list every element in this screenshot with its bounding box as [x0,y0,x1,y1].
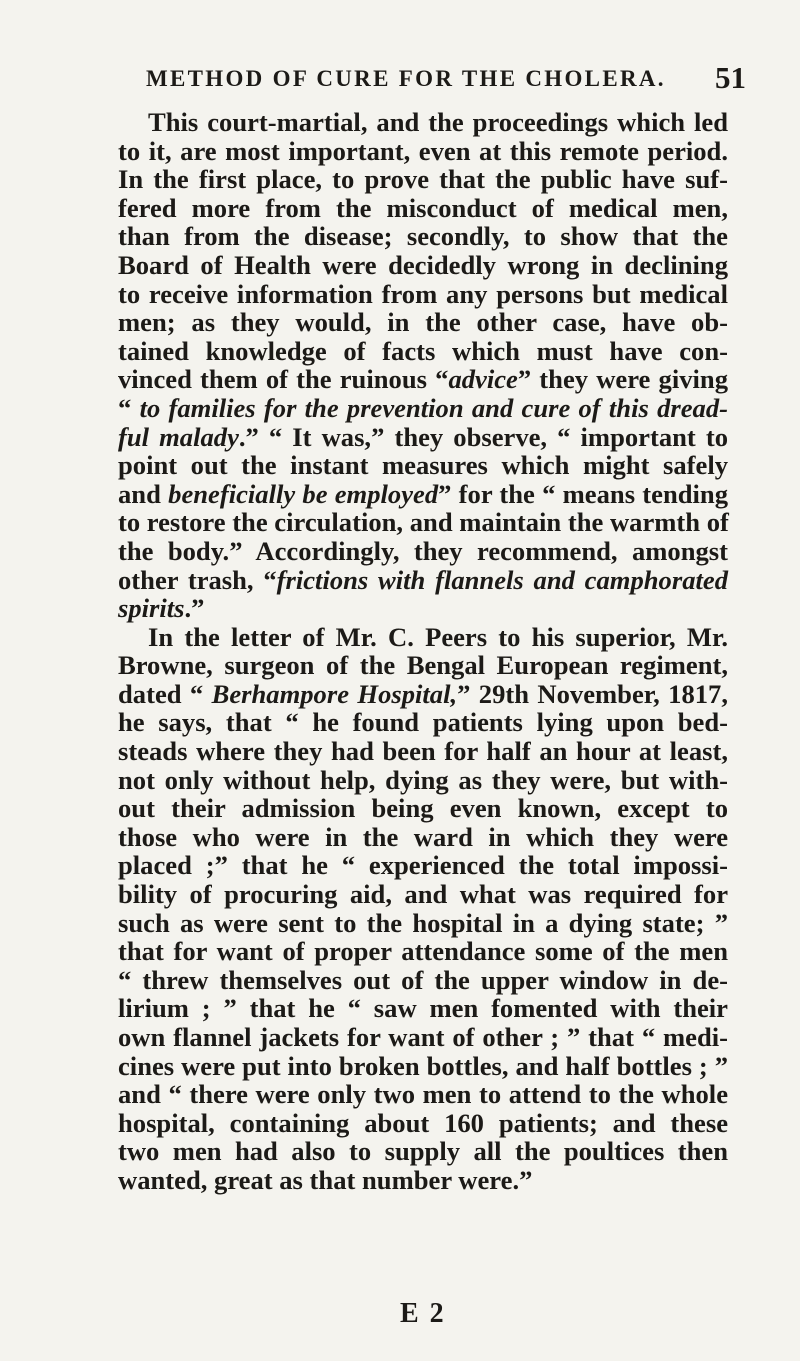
text-line [118,566,728,595]
text-line [118,423,728,452]
text-run: ” 29th November, 1817, [457,678,728,709]
text-line: the body.” Accordingly, they recommend, amongst [118,535,728,566]
text-run: dated “ [118,678,212,709]
running-title: METHOD OF CURE FOR THE CHOLERA. [146,66,666,91]
text-line: not only without help, dying as they were, but with- [118,764,728,795]
italic-run: Berhampore Hospital, [211,678,458,709]
text-line: two men had also to supply all the poultices then [118,1136,728,1167]
text-line: those who were in the ward in which they were [118,821,728,852]
text-line: tained knowledge of facts which must have con- [118,335,728,366]
page-number: 51 [715,60,746,95]
text-line: than from the disease; secondly, to show that the [118,221,728,252]
italic-run: to families for the prevention and cure of this dread- [139,392,728,423]
text-line: point out the instant measures which might safely [118,450,728,481]
text-run: .” “ It was,” they observe, “ important to [238,421,728,452]
text-line: he says, that “ he found patients lying upon bed- [118,707,728,738]
text-line: placed ;” that he “ experienced the total impossi- [118,850,728,881]
text-line: fered more from the misconduct of medical men, [118,192,728,223]
text-line: lirium ; ” that he “ saw men fomented with their [118,993,728,1024]
body-text [118,108,728,1195]
text-line: steads where they had been for half an hour at least, [118,736,728,767]
running-head [146,58,746,98]
text-line [118,480,728,509]
italic-run: frictions with flannels and camphorated [276,564,728,595]
text-run: ” for the “ means tending [438,478,729,509]
text-run: other trash, “ [118,564,277,595]
text-line: to it, are most important, even at this remote period. [118,135,728,166]
text-line: hospital, containing about 160 patients; and these [118,1107,728,1138]
signature-mark: E 2 [400,1298,446,1329]
text-line: bility of procuring aid, and what was required for [118,879,728,910]
text-line [118,594,728,623]
text-line: such as were sent to the hospital in a dying state; ” [118,907,728,938]
text-line [118,365,728,394]
text-line: to receive information from any persons but medical [118,278,728,309]
text-line: In the letter of Mr. C. Peers to his superior, Mr. [148,621,728,652]
italic-run: ful malady [118,421,239,452]
text-line: that for want of proper attendance some of the men [118,936,728,967]
text-line: Board of Health were decidedly wrong in declining [118,249,728,280]
paragraph-1 [118,108,728,623]
text-line: cines were put into broken bottles, and half bottles ; ” [118,1050,728,1081]
text-line: This court-martial, and the proceedings which led [148,107,728,137]
text-line: wanted, great as that number were.” [118,1164,533,1195]
text-line: own flannel jackets for want of other ; ” that “ medi- [118,1022,728,1052]
text-run: and [118,478,169,509]
text-line [118,394,728,423]
italic-run: advice [448,364,518,395]
italic-run: spirits [118,593,185,624]
text-run: “ [118,392,140,423]
text-line: Browne, surgeon of the Bengal European regiment, [118,650,728,681]
text-line: to restore the circulation, and maintain the warmth of [118,507,729,538]
text-run: .” [184,593,205,624]
text-line: “ threw themselves out of the upper window in de- [118,964,728,995]
text-line: out their admission being even known, except to [118,793,728,824]
italic-run: beneficially be employed [168,478,439,509]
text-run: ” they were giving [517,364,728,395]
text-line: In the first place, to prove that the public have suf- [118,164,728,195]
text-run: vinced them of the ruinous “ [118,364,449,395]
text-line: and “ there were only two men to attend to the whole [118,1079,728,1110]
text-line [118,680,728,709]
paragraph-2 [118,623,728,1195]
text-line: men; as they would, in the other case, have ob- [118,307,728,338]
